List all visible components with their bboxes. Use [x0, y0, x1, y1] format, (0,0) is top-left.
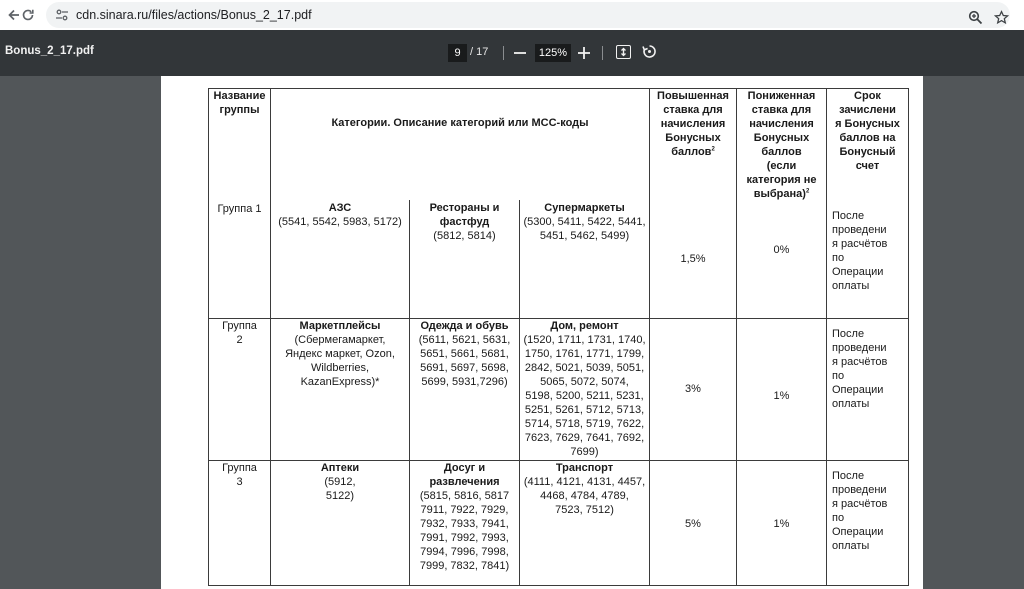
fit-to-page-button[interactable]	[616, 45, 631, 59]
pdf-toolbar	[0, 30, 1024, 76]
page-number-input[interactable]: 9	[448, 44, 467, 62]
row3-category-2: Досуг и развлечения (5815, 5816, 5817 7911, 7922, 7929, 7932, 7933, 7941, 7991, 7992, 7993, 7994, 7996, 7998, 7999, 7832, 7841)	[419, 462, 510, 572]
row1-reduced-rate: 0%	[773, 244, 790, 256]
row1-category-1: АЗС (5541, 5542, 5983, 5172)	[278, 202, 402, 228]
row2-term: После проведени я расчётов по Операции оплаты	[832, 328, 888, 410]
zoom-out-button[interactable]	[514, 42, 526, 64]
zoom-magnifier-icon	[968, 10, 983, 25]
address-bar[interactable]	[46, 2, 1010, 28]
row1-term: После проведени я расчётов по Операции оплаты	[832, 210, 888, 292]
toolbar-divider	[503, 46, 504, 60]
fit-page-icon	[618, 47, 629, 57]
row1-increased-rate: 1,5%	[680, 253, 706, 265]
pdf-page	[161, 76, 923, 589]
minus-icon	[514, 47, 526, 59]
row1-category-2: Рестораны и фастфуд (5812, 5814)	[429, 202, 500, 242]
pdf-filename: Bonus_2_17.pdf	[5, 45, 94, 57]
header-reduced-rate: Пониженная ставка для начисления Бонусных баллов (если категория не выбрана)$^2$	[746, 90, 817, 200]
header-increased-rate: Повышенная ставка для начисления Бонусных баллов$^2$	[657, 90, 729, 158]
row3-increased-rate: 5%	[685, 518, 701, 530]
zoom-button[interactable]	[963, 5, 987, 29]
zoom-level-input[interactable]: 125%	[535, 44, 571, 62]
toolbar-divider	[602, 46, 603, 60]
bookmark-button[interactable]	[989, 5, 1013, 29]
header-categories: Категории. Описание категорий или МСС-коды	[331, 117, 589, 129]
row3-group: Группа 3	[222, 462, 257, 488]
row2-reduced-rate: 1%	[773, 390, 790, 402]
reload-button[interactable]	[16, 3, 40, 27]
row2-category-2: Одежда и обувь (5611, 5621, 5631, 5651, 5661, 5681, 5691, 5697, 5698, 5699, 5931,7296)	[418, 320, 511, 388]
row2-category-1: Маркетплейсы (Сбермегамаркет, Яндекс маркет, Ozon, Wildberries, KazanExpress)*	[285, 320, 395, 388]
url-text[interactable]: cdn.sinara.ru/files/actions/Bonus_2_17.pdf	[76, 8, 312, 22]
plus-icon	[578, 47, 590, 59]
row2-category-3: Дом, ремонт (1520, 1711, 1731, 1740, 1750, 1761, 1771, 1799, 2842, 5021, 5039, 5051, 5065, 5072, 5074, 5198, 5200, 5211, 5231, 5251, 5261, 5712, 5713, 5714, 5718, 5719, 7622, 7623, 7629, 7641, 7692, 7699)	[523, 320, 646, 458]
row3-category-3: Транспорт (4111, 4121, 4131, 4457, 4468, 4784, 4789, 7523, 7512)	[523, 462, 646, 516]
rotate-icon[interactable]	[641, 43, 658, 60]
row1-category-3: Супермаркеты (5300, 5411, 5422, 5441, 5451, 5462, 5499)	[523, 202, 646, 242]
star-icon	[994, 10, 1009, 25]
browser-toolbar	[0, 0, 1024, 30]
header-term: Срок зачислени я Бонусных баллов на Бонусный счет	[835, 90, 900, 172]
site-info-icon[interactable]	[54, 7, 70, 23]
row2-increased-rate: 3%	[685, 383, 701, 395]
row3-term: После проведени я расчётов по Операции оплаты	[832, 470, 888, 552]
reload-icon	[21, 8, 35, 22]
zoom-in-button[interactable]	[578, 40, 590, 64]
row1-group: Группа 1	[217, 203, 262, 215]
page-total: / 17	[470, 46, 489, 58]
row2-group: Группа 2	[222, 320, 257, 346]
row3-category-1: Аптеки (5912, 5122)	[320, 462, 360, 502]
header-group-name: Название группы	[213, 90, 266, 116]
row3-reduced-rate: 1%	[773, 518, 790, 530]
